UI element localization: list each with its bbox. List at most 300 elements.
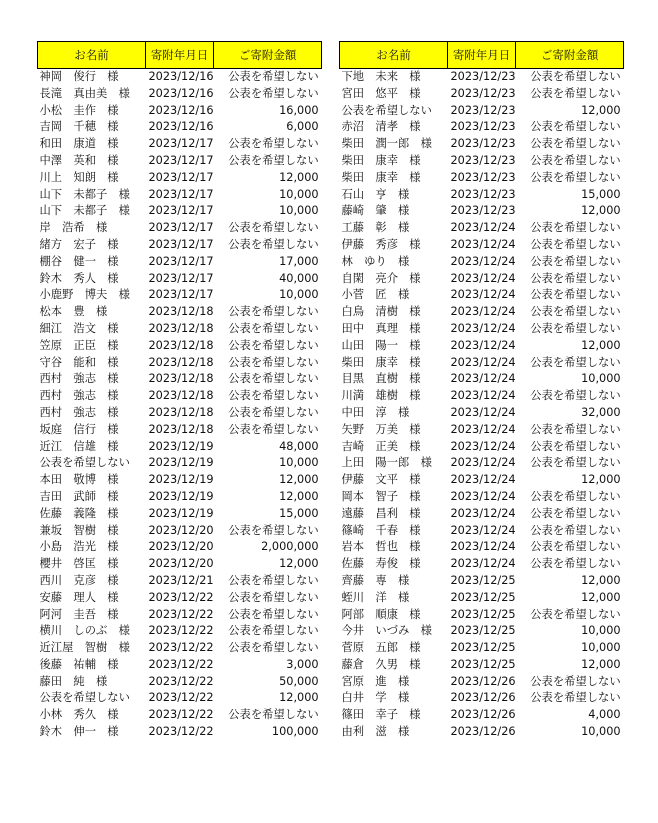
donation-date: 2023/12/23 — [450, 204, 516, 218]
donation-amount: 公表を希望しない — [530, 523, 621, 537]
donor-name: 近江屋 智樹 様 — [39, 641, 130, 655]
table-row — [38, 640, 322, 657]
donation-amount: 10,000 — [581, 641, 621, 655]
table-row — [340, 86, 624, 103]
donor-name: 公表を希望しない — [39, 691, 130, 705]
donation-amount: 2,000,000 — [261, 540, 319, 554]
donation-date: 2023/12/17 — [148, 170, 214, 184]
table-row — [340, 674, 624, 691]
table-row — [38, 86, 322, 103]
table-row — [340, 523, 624, 540]
donation-date: 2023/12/24 — [450, 405, 516, 419]
donation-amount: 公表を希望しない — [530, 237, 621, 251]
donation-date: 2023/12/16 — [148, 120, 214, 134]
donation-date: 2023/12/26 — [450, 674, 516, 688]
donation-amount: 50,000 — [279, 674, 319, 688]
donation-amount: 公表を希望しない — [530, 489, 621, 503]
donation-amount: 公表を希望しない — [530, 422, 621, 436]
donation-amount: 公表を希望しない — [530, 540, 621, 554]
donation-amount: 公表を希望しない — [530, 70, 621, 83]
donation-amount: 公表を希望しない — [228, 372, 319, 386]
donor-name: 由利 滋 様 — [341, 725, 410, 739]
donor-name: 長滝 真由美 様 — [39, 86, 130, 100]
donation-amount: 12,000 — [581, 473, 621, 487]
donation-date: 2023/12/24 — [450, 557, 516, 571]
donor-name: 中澤 英和 様 — [39, 153, 119, 167]
donation-date: 2023/12/18 — [148, 338, 214, 352]
donation-amount: 公表を希望しない — [530, 456, 621, 470]
table-row — [38, 69, 322, 86]
donation-date: 2023/12/23 — [450, 70, 516, 83]
donation-date: 2023/12/22 — [148, 725, 214, 739]
donation-date: 2023/12/19 — [148, 489, 214, 503]
donation-amount: 公表を希望しない — [530, 557, 621, 571]
donation-date: 2023/12/22 — [148, 691, 214, 705]
donation-amount: 12,000 — [279, 557, 319, 571]
donation-date: 2023/12/18 — [148, 321, 214, 335]
donation-date: 2023/12/24 — [450, 221, 516, 235]
donation-amount: 公表を希望しない — [530, 254, 621, 268]
donor-name: 白井 学 様 — [341, 691, 410, 705]
table-row — [38, 371, 322, 388]
table-row — [38, 489, 322, 506]
donor-name: 松本 豊 様 — [39, 305, 108, 319]
table-row — [340, 707, 624, 724]
donor-name: 柴田 潤一郎 様 — [341, 137, 432, 151]
table-row — [340, 203, 624, 220]
donation-amount: 6,000 — [286, 120, 319, 134]
donation-date: 2023/12/26 — [450, 691, 516, 705]
donor-name: 藤崎 肇 様 — [341, 204, 410, 218]
table-row — [340, 103, 624, 120]
table-row — [38, 153, 322, 170]
donation-amount: 17,000 — [279, 254, 319, 268]
donation-amount: 32,000 — [581, 405, 621, 419]
donation-amount: 公表を希望しない — [530, 321, 621, 335]
table-row — [38, 506, 322, 523]
table-row — [38, 623, 322, 640]
donor-name: 白鳥 清樹 様 — [341, 305, 421, 319]
table-row — [38, 590, 322, 607]
donor-name: 宮原 進 様 — [341, 674, 410, 688]
donor-name: 安藤 理人 様 — [39, 590, 119, 604]
table-row — [340, 170, 624, 187]
donor-name: 本田 敬博 様 — [39, 473, 119, 487]
donation-date: 2023/12/20 — [148, 523, 214, 537]
donation-amount: 公表を希望しない — [228, 355, 319, 369]
donor-name: 菅原 五郎 様 — [341, 641, 421, 655]
table-row — [340, 472, 624, 489]
donation-date: 2023/12/24 — [450, 338, 516, 352]
donation-date: 2023/12/22 — [148, 641, 214, 655]
table-row — [38, 103, 322, 120]
donation-date: 2023/12/18 — [148, 305, 214, 319]
donation-amount: 12,000 — [279, 170, 319, 184]
donor-name: 守谷 能和 様 — [39, 355, 119, 369]
donor-name: 後藤 祐輔 様 — [39, 657, 119, 671]
donation-amount: 公表を希望しない — [530, 355, 621, 369]
donor-name: 佐藤 寿俊 様 — [341, 557, 421, 571]
donor-name: 蛭川 洋 様 — [341, 590, 410, 604]
donation-date: 2023/12/25 — [450, 573, 516, 587]
donation-date: 2023/12/21 — [148, 573, 214, 587]
donor-name: 岩本 哲也 様 — [341, 540, 421, 554]
donor-name: 公表を希望しない — [341, 103, 432, 117]
donor-name: 近江 信雄 様 — [39, 439, 119, 453]
donation-date: 2023/12/17 — [148, 153, 214, 167]
table-row — [38, 220, 322, 237]
donation-amount: 公表を希望しない — [530, 170, 621, 184]
donor-name: 岸 浩希 様 — [39, 221, 108, 235]
table-row — [340, 304, 624, 321]
donation-amount: 公表を希望しない — [228, 641, 319, 655]
donation-date: 2023/12/17 — [148, 271, 214, 285]
donor-name: 西村 強志 様 — [39, 389, 119, 403]
donor-name: 矢野 万美 様 — [341, 422, 421, 436]
donation-date: 2023/12/24 — [450, 489, 516, 503]
donation-date: 2023/12/16 — [148, 86, 214, 100]
donation-date: 2023/12/23 — [450, 120, 516, 134]
donor-name: 櫻井 啓匡 様 — [39, 557, 119, 571]
donor-name: 細江 浩文 様 — [39, 321, 119, 335]
header-amount: ご寄附金額 — [516, 42, 624, 69]
donor-name: 坂庭 信行 様 — [39, 422, 119, 436]
donation-amount: 公表を希望しない — [228, 237, 319, 251]
donation-amount: 公表を希望しない — [530, 607, 621, 621]
donor-name: 鈴木 伸一 様 — [39, 725, 119, 739]
donation-table-left — [37, 41, 322, 741]
donation-amount: 15,000 — [581, 187, 621, 201]
donation-date: 2023/12/17 — [148, 254, 214, 268]
donation-amount: 12,000 — [581, 103, 621, 117]
donation-amount: 公表を希望しない — [530, 86, 621, 100]
table-row — [340, 338, 624, 355]
donor-name: 棚谷 健一 様 — [39, 254, 119, 268]
donation-amount: 公表を希望しない — [530, 674, 621, 688]
donation-date: 2023/12/23 — [450, 103, 516, 117]
donor-name: 鈴木 秀人 様 — [39, 271, 119, 285]
table-row — [38, 355, 322, 372]
table-row — [340, 539, 624, 556]
donation-amount: 12,000 — [581, 204, 621, 218]
donor-name: 西川 克彦 様 — [39, 573, 119, 587]
donation-amount: 公表を希望しない — [530, 506, 621, 520]
table-row — [38, 690, 322, 707]
donation-amount: 公表を希望しない — [228, 422, 319, 436]
donation-amount: 16,000 — [279, 103, 319, 117]
donation-amount: 公表を希望しない — [228, 338, 319, 352]
donor-name: 藤倉 久男 様 — [341, 657, 421, 671]
table-row — [340, 371, 624, 388]
donation-date: 2023/12/17 — [148, 137, 214, 151]
table-row — [38, 556, 322, 573]
table-row — [38, 573, 322, 590]
donation-amount: 10,000 — [581, 372, 621, 386]
donor-name: 川満 雄樹 様 — [341, 389, 421, 403]
donor-name: 遠藤 昌利 様 — [341, 506, 421, 520]
donation-date: 2023/12/22 — [148, 674, 214, 688]
donation-date: 2023/12/25 — [450, 641, 516, 655]
table-row — [340, 220, 624, 237]
table-row — [340, 119, 624, 136]
table-row — [340, 321, 624, 338]
donation-amount: 公表を希望しない — [228, 321, 319, 335]
donation-date: 2023/12/26 — [450, 725, 516, 739]
table-row — [340, 271, 624, 288]
donation-amount: 公表を希望しない — [530, 120, 621, 134]
donor-name: 上田 陽一郎 様 — [341, 456, 432, 470]
donor-name: 篠崎 千春 様 — [341, 523, 421, 537]
donor-name: 西村 強志 様 — [39, 372, 119, 386]
table-row — [38, 539, 322, 556]
donation-amount: 48,000 — [279, 439, 319, 453]
donation-amount: 公表を希望しない — [530, 305, 621, 319]
donation-amount: 公表を希望しない — [228, 221, 319, 235]
donor-name: 柴田 康幸 様 — [341, 170, 421, 184]
donor-name: 下地 未来 様 — [341, 70, 421, 83]
donor-name: 林 ゆり 様 — [341, 254, 410, 268]
table-row — [340, 187, 624, 204]
donor-name: 小松 圭作 様 — [39, 103, 119, 117]
donor-name: 佐藤 義隆 様 — [39, 506, 119, 520]
donation-amount: 公表を希望しない — [530, 137, 621, 151]
donation-date: 2023/12/25 — [450, 607, 516, 621]
table-row — [340, 640, 624, 657]
donation-date: 2023/12/26 — [450, 708, 516, 722]
table-row — [340, 69, 624, 86]
table-row — [340, 153, 624, 170]
table-row — [340, 573, 624, 590]
donation-date: 2023/12/25 — [450, 657, 516, 671]
donation-amount: 公表を希望しない — [228, 624, 319, 638]
donor-name: 川上 知朗 様 — [39, 170, 119, 184]
table-row — [38, 439, 322, 456]
table-row — [340, 556, 624, 573]
donation-date: 2023/12/19 — [148, 473, 214, 487]
donor-name: 山田 陽一 様 — [341, 338, 421, 352]
donation-date: 2023/12/19 — [148, 456, 214, 470]
donation-date: 2023/12/23 — [450, 86, 516, 100]
donation-amount: 公表を希望しない — [228, 590, 319, 604]
donation-date: 2023/12/24 — [450, 456, 516, 470]
table-row — [38, 237, 322, 254]
table-row — [38, 338, 322, 355]
table-row — [38, 119, 322, 136]
donation-date: 2023/12/18 — [148, 405, 214, 419]
donation-date: 2023/12/17 — [148, 204, 214, 218]
donation-date: 2023/12/24 — [450, 540, 516, 554]
donation-amount: 4,000 — [588, 708, 621, 722]
table-row — [38, 203, 322, 220]
donation-date: 2023/12/17 — [148, 237, 214, 251]
donation-amount: 10,000 — [279, 204, 319, 218]
donor-name: 齊藤 専 様 — [341, 573, 410, 587]
donation-date: 2023/12/17 — [148, 288, 214, 302]
table-row — [38, 724, 322, 741]
donation-amount: 12,000 — [279, 489, 319, 503]
header-name: お名前 — [38, 42, 146, 69]
donation-amount: 15,000 — [279, 506, 319, 520]
table-row — [340, 422, 624, 439]
table-row — [38, 254, 322, 271]
table-row — [340, 439, 624, 456]
donor-name: 阿河 圭吾 様 — [39, 607, 119, 621]
donor-name: 横川 しのぶ 様 — [39, 624, 130, 638]
table-row — [38, 271, 322, 288]
table-row — [38, 472, 322, 489]
table-row — [38, 523, 322, 540]
table-row — [38, 422, 322, 439]
table-row — [38, 304, 322, 321]
donation-amount: 公表を希望しない — [228, 389, 319, 403]
donation-amount: 公表を希望しない — [228, 708, 319, 722]
donor-name: 笠原 正臣 様 — [39, 338, 119, 352]
table-row — [38, 388, 322, 405]
donor-name: 藤田 純 様 — [39, 674, 108, 688]
donation-table-right — [339, 41, 624, 741]
donor-name: 伊藤 文平 様 — [341, 473, 421, 487]
table-row — [340, 623, 624, 640]
donation-date: 2023/12/19 — [148, 439, 214, 453]
table-row — [38, 707, 322, 724]
donor-name: 西村 強志 様 — [39, 405, 119, 419]
donor-name: 篠田 幸子 様 — [341, 708, 421, 722]
donation-date: 2023/12/17 — [148, 187, 214, 201]
donation-amount: 公表を希望しない — [530, 439, 621, 453]
donor-name: 小林 秀久 様 — [39, 708, 119, 722]
donor-name: 山下 未都子 様 — [39, 187, 130, 201]
donation-amount: 公表を希望しない — [228, 153, 319, 167]
donor-name: 小菅 匠 様 — [341, 288, 410, 302]
donor-name: 神岡 俊行 様 — [39, 70, 119, 83]
table-row — [340, 405, 624, 422]
donation-date: 2023/12/24 — [450, 523, 516, 537]
donation-date: 2023/12/24 — [450, 355, 516, 369]
donor-name: 山下 未都子 様 — [39, 204, 130, 218]
donation-date: 2023/12/18 — [148, 355, 214, 369]
table-row — [38, 674, 322, 691]
donor-name: 小島 浩光 様 — [39, 540, 119, 554]
donor-name: 伊藤 秀彦 様 — [341, 237, 421, 251]
table-row — [340, 455, 624, 472]
donation-date: 2023/12/16 — [148, 70, 214, 83]
table-row — [340, 724, 624, 741]
donation-amount: 公表を希望しない — [530, 288, 621, 302]
donation-date: 2023/12/22 — [148, 624, 214, 638]
donor-name: 石山 亨 様 — [341, 187, 410, 201]
donation-amount: 12,000 — [279, 473, 319, 487]
donation-date: 2023/12/20 — [148, 557, 214, 571]
header-date: 寄附年月日 — [146, 42, 214, 69]
donation-date: 2023/12/22 — [148, 708, 214, 722]
table-row — [38, 170, 322, 187]
table-row — [38, 607, 322, 624]
donor-name: 吉田 武師 様 — [39, 489, 119, 503]
donation-date: 2023/12/24 — [450, 506, 516, 520]
table-row — [340, 388, 624, 405]
donation-date: 2023/12/24 — [450, 288, 516, 302]
donation-amount: 12,000 — [581, 573, 621, 587]
header-date: 寄附年月日 — [448, 42, 516, 69]
donation-amount: 公表を希望しない — [530, 271, 621, 285]
donation-amount: 10,000 — [279, 456, 319, 470]
donation-amount: 10,000 — [279, 187, 319, 201]
donation-amount: 公表を希望しない — [530, 389, 621, 403]
table-row — [38, 657, 322, 674]
donor-name: 岡本 智子 様 — [341, 489, 421, 503]
donor-name: 柴田 康幸 様 — [341, 153, 421, 167]
header-amount: ご寄附金額 — [214, 42, 322, 69]
donation-amount: 公表を希望しない — [228, 137, 319, 151]
donation-date: 2023/12/24 — [450, 422, 516, 436]
donation-date: 2023/12/24 — [450, 439, 516, 453]
table-row — [340, 237, 624, 254]
donor-name: 宮田 悠平 様 — [341, 86, 421, 100]
donation-date: 2023/12/16 — [148, 103, 214, 117]
donor-name: 和田 康道 様 — [39, 137, 119, 151]
donor-name: 緒方 宏子 様 — [39, 237, 119, 251]
donation-amount: 公表を希望しない — [228, 607, 319, 621]
donor-name: 阿部 順康 様 — [341, 607, 421, 621]
donor-name: 柴田 康幸 様 — [341, 355, 421, 369]
table-row — [340, 506, 624, 523]
table-row — [340, 489, 624, 506]
header-row — [38, 42, 322, 69]
donation-amount: 公表を希望しない — [228, 405, 319, 419]
donation-date: 2023/12/22 — [148, 590, 214, 604]
donation-date: 2023/12/24 — [450, 254, 516, 268]
table-row — [340, 254, 624, 271]
donation-amount: 12,000 — [581, 590, 621, 604]
donation-date: 2023/12/25 — [450, 590, 516, 604]
donation-amount: 公表を希望しない — [530, 691, 621, 705]
donation-date: 2023/12/18 — [148, 422, 214, 436]
table-row — [340, 607, 624, 624]
table-row — [38, 455, 322, 472]
donation-amount: 公表を希望しない — [530, 221, 621, 235]
donor-name: 兼坂 智樹 様 — [39, 523, 119, 537]
table-row — [38, 405, 322, 422]
donor-name: 吉岡 千穂 様 — [39, 120, 119, 134]
donation-amount: 公表を希望しない — [530, 153, 621, 167]
header-row — [340, 42, 624, 69]
table-row — [38, 321, 322, 338]
donation-amount: 12,000 — [279, 691, 319, 705]
donor-name: 今井 いづみ 様 — [341, 624, 432, 638]
table-row — [340, 657, 624, 674]
donation-date: 2023/12/24 — [450, 305, 516, 319]
donation-date: 2023/12/17 — [148, 221, 214, 235]
donor-name: 中田 淳 様 — [341, 405, 410, 419]
donation-date: 2023/12/19 — [148, 506, 214, 520]
donation-amount: 100,000 — [271, 725, 319, 739]
donation-date: 2023/12/24 — [450, 237, 516, 251]
donation-date: 2023/12/25 — [450, 624, 516, 638]
donation-amount: 公表を希望しない — [228, 86, 319, 100]
donation-date: 2023/12/18 — [148, 372, 214, 386]
donation-date: 2023/12/23 — [450, 187, 516, 201]
donation-amount: 40,000 — [279, 271, 319, 285]
donation-amount: 12,000 — [581, 338, 621, 352]
donation-date: 2023/12/22 — [148, 657, 214, 671]
table-row — [38, 187, 322, 204]
donor-name: 公表を希望しない — [39, 456, 130, 470]
donation-date: 2023/12/18 — [148, 389, 214, 403]
table-row — [340, 355, 624, 372]
donation-date: 2023/12/24 — [450, 473, 516, 487]
table-row — [340, 690, 624, 707]
donation-amount: 公表を希望しない — [228, 523, 319, 537]
